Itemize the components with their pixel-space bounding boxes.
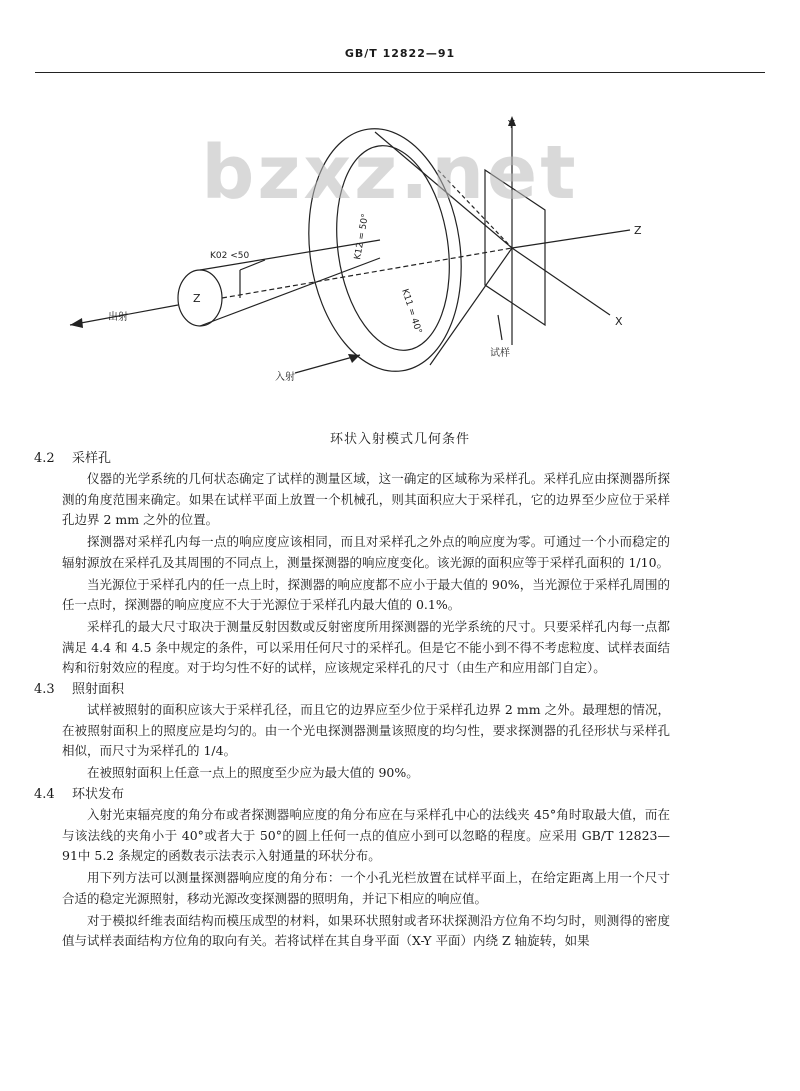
paragraph: 在被照射面积上任意一点上的照度至少应为最大值的 90%。 (87, 765, 419, 780)
section-heading-4-3 (34, 680, 670, 700)
exit-label: 出射 (108, 312, 128, 323)
section-heading-4-4 (34, 785, 670, 805)
cone-top-line (375, 132, 512, 248)
x-axis-label: X (615, 315, 623, 328)
x-axis-line (512, 248, 610, 315)
watermark: bzxz.net (201, 130, 579, 216)
annular-geometry-diagram (30, 110, 770, 410)
section-number: 4.4 (34, 787, 55, 802)
paragraph: 当光源位于采样孔内的任一点上时，探测器的响应度都不应小于最大值的 90%，当光源位于采样孔周围的任一点时，探测器的响应度应不大于光源位于采样孔内最大值的 0.1%。 (62, 576, 670, 612)
paragraph: 仪器的光学系统的几何状态确定了试样的测量区域，这一确定的区域称为采样孔。采样孔应由探测器所探测的角度范围来确定。如果在试样平面上放置一个机械孔，则其面积应大于采样孔，它的边界至少应位于采样孔边界 2 mm 之外的位置。 (62, 471, 670, 527)
angle-k02-label: K02 <50 (210, 251, 250, 261)
specimen-label: 试样 (490, 348, 510, 359)
y-axis-label: Y (508, 118, 515, 131)
angle-k12-label: K12 = 50° (353, 212, 372, 261)
paragraph: 入射光束辐亮度的角分布或者探测器响应度的角分布应在与采样孔中心的法线夹 45°角时取最大值，而在与该法线的夹角小于 40°或者大于 50°的圆上任何一点的值应小到可以忽略的程度。应采用 GB/T 12823—91中 5.2 条规定的函数表示法表示入射通量的环状分布。 (62, 807, 670, 863)
paragraph: 用下列方法可以测量探测器响应度的角分布：一个小孔光栏放置在试样平面上，在给定距离上用一个尺寸合适的稳定光源照射，移动光源改变探测器的照明角，并记下相应的响应值。 (62, 870, 670, 906)
angle-k11-label: K11 = 40° (399, 287, 424, 336)
cone-inner-dash (438, 170, 512, 248)
paragraph: 对于模拟纤维表面结构而模压成型的材料，如果环状照射或者环状探测沿方位角不均匀时，则测得的密度值与试样表面结构方位角的取向有关。若将试样在其自身平面（X-Y 平面）内绕 Z 轴旋转，如果 (62, 912, 670, 948)
geometry-figure (30, 110, 770, 410)
header-rule (35, 72, 765, 73)
section-number: 4.2 (34, 451, 55, 466)
z-axis-label: Z (634, 224, 642, 237)
document-body (34, 449, 670, 953)
section-number: 4.3 (34, 682, 55, 697)
page-header: GB/T 12822—91 (344, 47, 456, 60)
section-heading-4-2 (34, 449, 670, 469)
beam-z-label: Z (193, 292, 201, 305)
figure-caption: 环状入射模式几何条件 (329, 432, 470, 447)
paragraph: 探测器对采样孔内每一点的响应度应该相同，而且对采样孔之外点的响应度为零。可通过一个小而稳定的辐射源放在采样孔及其周围的不同点上，测量探测器的响应度变化。该光源的面积应等于采样孔面积的 1/10。 (62, 534, 670, 570)
section-title: 环状发布 (72, 787, 125, 802)
specimen-leader (498, 315, 502, 340)
paragraph: 采样孔的最大尺寸取决于测量反射因数或反射密度所用探测器的光学系统的尺寸。只要采样孔内每一点都满足 4.4 和 4.5 条中规定的条件，可以采用任何尺寸的采样孔。但是它不能小到不得不考虑粒度、试样表面结构和衍射效应的程度。对于均匀性不好的试样，应该规定采样孔的尺寸（由生产和应用部门自定）。 (62, 619, 670, 675)
section-title: 照射面积 (72, 682, 125, 697)
annulus-inner-ellipse (324, 138, 462, 357)
z-axis-line (512, 230, 630, 248)
section-title: 采样孔 (72, 451, 112, 466)
incident-label: 入射 (275, 372, 295, 383)
paragraph: 试样被照射的面积应该大于采样孔径，而且它的边界应至少位于采样孔边界 2 mm 之外。最理想的情况，在被照射面积上的照度应是均匀的。由一个光电探测器测量该照度的均匀性，要求探测器的孔径形状与采样孔相似，而尺寸为采样孔的 1/4。 (62, 702, 670, 758)
beam-center-line (222, 248, 512, 298)
incident-arrowhead (348, 354, 360, 363)
exit-arrowhead (70, 318, 83, 328)
beam-bottom-line (200, 258, 380, 326)
